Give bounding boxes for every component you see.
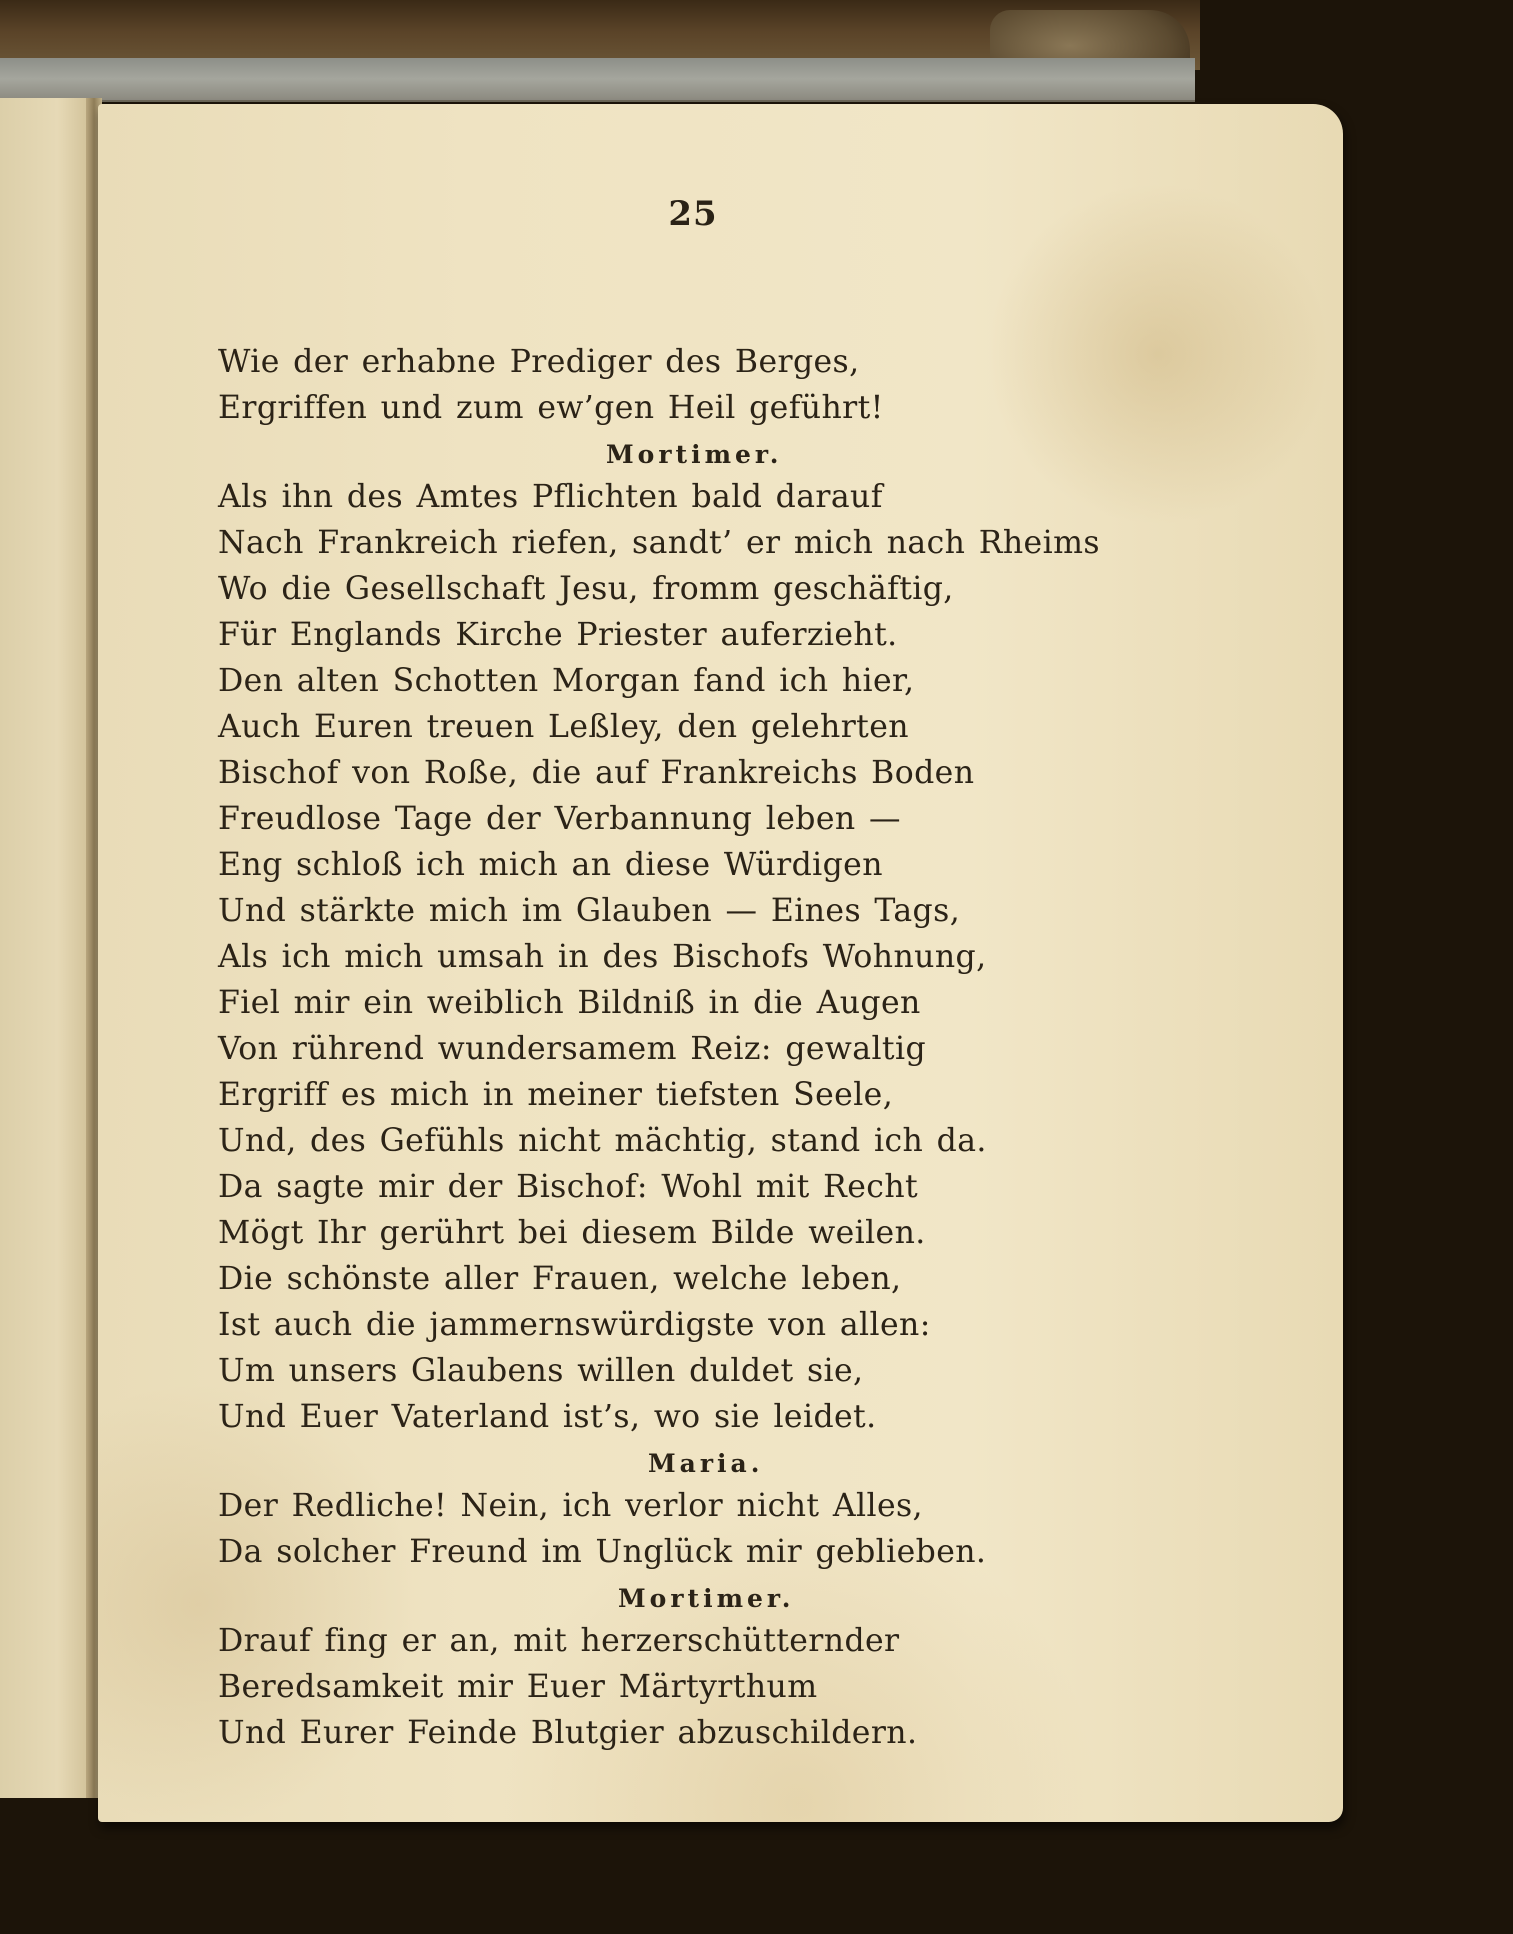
book-page bbox=[98, 104, 1343, 1822]
verse-line: Und, des Gefühls nicht mächtig, stand ich da. bbox=[218, 1123, 987, 1159]
verse-line: Auch Euren treuen Leßley, den gelehrten bbox=[218, 709, 909, 745]
verse-line: Wie der erhabne Prediger des Berges, bbox=[218, 344, 860, 380]
verse-line: Die schönste aller Frauen, welche leben, bbox=[218, 1261, 902, 1297]
verse-line: Ist auch die jammernswürdigste von allen: bbox=[218, 1307, 931, 1343]
verse-line: Fiel mir ein weiblich Bildniß in die Augen bbox=[218, 985, 921, 1021]
verse-line: Nach Frankreich riefen, sandt’ er mich nach Rheims bbox=[218, 525, 1100, 561]
verse-line: Drauf fing er an, mit herzerschütternder bbox=[218, 1623, 900, 1659]
verse-line: Und Euer Vaterland ist’s, wo sie leidet. bbox=[218, 1399, 877, 1435]
verse-line: Als ihn des Amtes Pflichten bald darauf bbox=[218, 479, 883, 515]
speaker-name: Mortimer. bbox=[606, 440, 783, 469]
verse-line: Für Englands Kirche Priester auferzieht. bbox=[218, 617, 898, 653]
book-cover-edge bbox=[0, 58, 1195, 102]
verse-line: Da solcher Freund im Unglück mir geblieben. bbox=[218, 1534, 987, 1570]
verse-line: Beredsamkeit mir Euer Märtyrthum bbox=[218, 1669, 818, 1705]
verse-line: Von rührend wundersamem Reiz: gewaltig bbox=[218, 1031, 927, 1067]
verse-line: Freudlose Tage der Verbannung leben — bbox=[218, 801, 901, 837]
verse-line: Als ich mich umsah in des Bischofs Wohnung, bbox=[218, 939, 987, 975]
verse-line: Und Eurer Feinde Blutgier abzuschildern. bbox=[218, 1715, 918, 1751]
facing-page-edge bbox=[0, 98, 96, 1798]
speaker-name: Maria. bbox=[648, 1449, 764, 1478]
verse-line: Ergriffen und zum ew’gen Heil geführt! bbox=[218, 390, 884, 426]
verse-line: Mögt Ihr gerührt bei diesem Bilde weilen. bbox=[218, 1215, 926, 1251]
verse-line: Da sagte mir der Bischof: Wohl mit Recht bbox=[218, 1169, 919, 1205]
verse-line: Wo die Gesellschaft Jesu, fromm geschäftig, bbox=[218, 571, 954, 607]
page-number: 25 bbox=[668, 194, 718, 234]
verse-line: Bischof von Roße, die auf Frankreichs Boden bbox=[218, 755, 975, 791]
verse-line: Ergriff es mich in meiner tiefsten Seele, bbox=[218, 1077, 894, 1113]
verse-line: Eng schloß ich mich an diese Würdigen bbox=[218, 847, 883, 883]
show-through-texture bbox=[1148, 384, 1268, 1804]
verse-line: Den alten Schotten Morgan fand ich hier, bbox=[218, 663, 915, 699]
verse-line: Der Redliche! Nein, ich verlor nicht Alles, bbox=[218, 1488, 923, 1524]
verse-line: Und stärkte mich im Glauben — Eines Tags, bbox=[218, 893, 961, 929]
verse-line: Um unsers Glaubens willen duldet sie, bbox=[218, 1353, 864, 1389]
speaker-name: Mortimer. bbox=[618, 1584, 795, 1613]
